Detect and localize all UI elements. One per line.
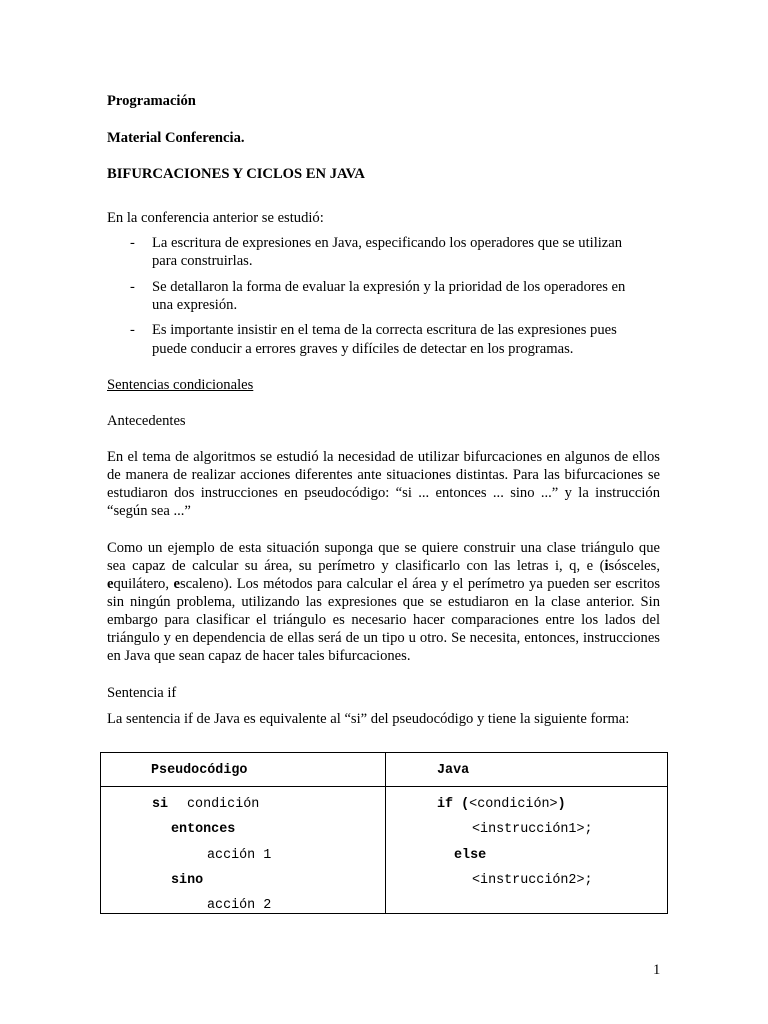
code-token: condición [187,797,260,812]
code-token: acción 1 [207,848,272,863]
section-heading-conditionals: Sentencias condicionales [107,377,254,393]
bullet-dash: - [130,322,135,338]
bullet-dash: - [130,279,135,295]
bullet-dash: - [130,235,135,251]
keyword-sino: sino [171,873,204,888]
keyword-si: si [152,797,169,812]
keyword-else: else [454,848,487,863]
bullet-line: La escritura de expresiones en Java, especificando los operadores que se utilizan [152,235,623,251]
document-heading: BIFURCACIONES Y CICLOS EN JAVA [107,166,365,182]
paragraph-text: Como un ejemplo de esta situación suponga que se quiere construir una clase triángulo que sea capaz de calcular su área, su perímetro y clasificarlo con las letras i, q, e ( [107,540,660,574]
bullet-line: Se detallaron la forma de evaluar la expresión y la prioridad de los operadores en [152,279,626,295]
bullet-line: Es importante insistir en el tema de la correcta escritura de las expresiones pues [152,322,617,338]
java-cell [386,787,668,914]
syntax-comparison-table [100,752,668,914]
pseudocode-cell [101,787,386,914]
paragraph-text: quilátero, [113,576,174,592]
page-number: 1 [653,962,661,978]
code-token: ) [557,797,566,812]
section-heading-if: Sentencia if [107,685,177,701]
table-row [101,787,668,914]
material-title: Material Conferencia. [107,130,245,146]
column-header-pseudocode: Pseudocódigo [151,763,248,778]
code-token: acción 2 [207,898,272,913]
bullet-line: puede conducir a errores graves y difíciles de detectar en los programas. [152,341,574,357]
course-title: Programación [107,93,196,109]
code-token: <instrucción2>; [472,873,593,888]
keyword-if: if ( [437,797,470,812]
intro-lead: En la conferencia anterior se estudió: [107,210,324,226]
table-header-cell [386,753,668,787]
if-intro: La sentencia if de Java es equivalente al “si” del pseudocódigo y tiene la siguiente forma: [107,711,630,727]
keyword-entonces: entonces [171,822,236,837]
table-header-cell [101,753,386,787]
paragraph-algorithms: En el tema de algoritmos se estudió la necesidad de utilizar bifurcaciones en algunos de ellos de manera de realizar acciones diferentes ante situaciones distintas. Para las bifurcaciones se estudiaron dos instrucciones en pseudocódigo: “si ... entonces ... sino ...” y la instrucción “según sea ...” [107,449,660,519]
paragraph-text: scaleno [179,576,224,592]
bold-letter: i [604,558,609,574]
bullet-line: una expresión. [152,297,238,313]
code-token: <condición> [469,797,558,812]
paragraph-triangle-example [107,539,660,665]
bold-letter: e [107,576,114,592]
bold-letter: e [173,576,180,592]
code-token: <instrucción1>; [472,822,593,837]
table-row [101,753,668,787]
bullet-line: para construirlas. [152,253,253,269]
paragraph-text: sósceles, [608,558,660,574]
column-header-java: Java [437,763,470,778]
section-heading-antecedentes: Antecedentes [107,413,186,429]
code-line-if [437,796,566,814]
paragraph-text: ). Los métodos para calcular el área y el perímetro ya pueden ser escritos sin ningún problema, utilizando las expresiones que se estudiaron en la clase anterior. Sin embargo para clasificar el triángulo es necesario hacer comparaciones entre los lados del triángulo y en dependencia de ellas será de un tipo u otro. Se necesita, entonces, instrucciones en Java que sean capaz de hacer tales bifurcaciones. [107,576,660,664]
